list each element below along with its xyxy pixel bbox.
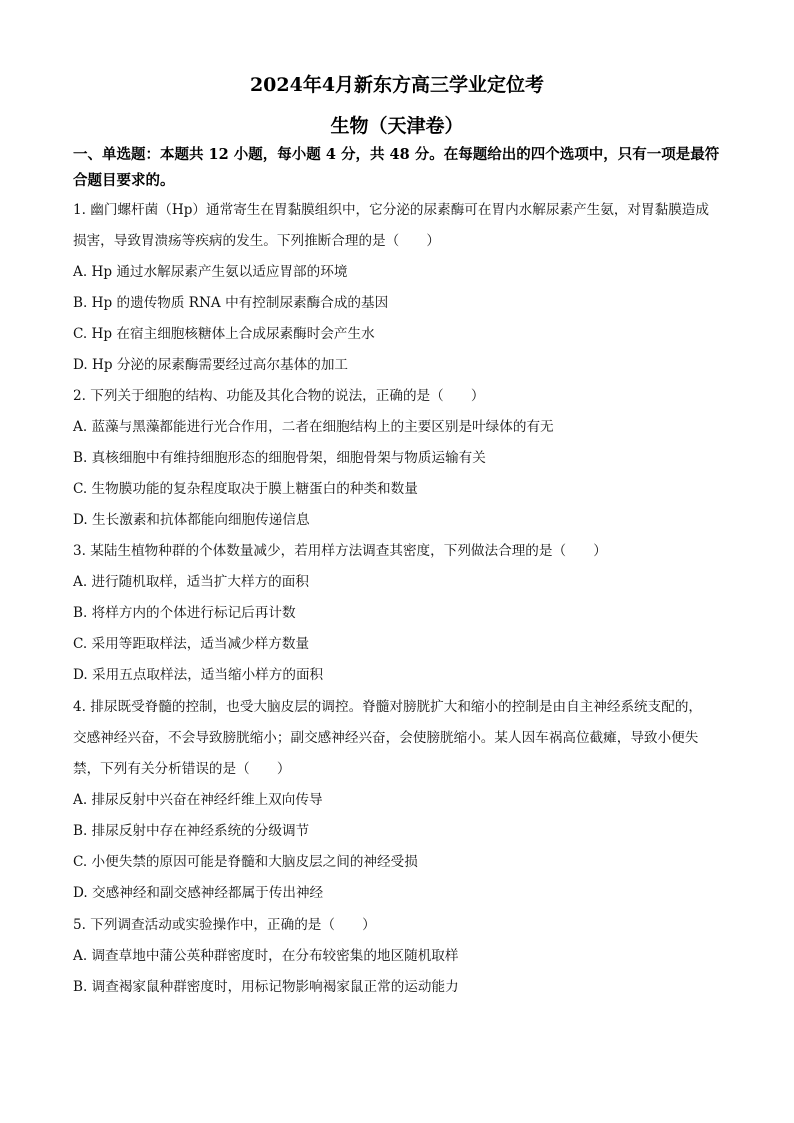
question-1-option-b: B. Hp 的遗传物质 RNA 中有控制尿素酶合成的基因 bbox=[73, 295, 389, 311]
question-4-option-d: D. 交感神经和副交感神经都属于传出神经 bbox=[73, 885, 324, 901]
exam-title: 2024年4月新东方高三学业定位考 bbox=[249, 74, 545, 96]
question-5-option-b: B. 调查褐家鼠种群密度时，用标记物影响褐家鼠正常的运动能力 bbox=[73, 979, 459, 995]
question-4-stem-line-3: 禁，下列有关分析错误的是（ ） bbox=[73, 761, 291, 777]
question-5-option-a: A. 调查草地中蒲公英种群密度时，在分布较密集的地区随机取样 bbox=[73, 948, 459, 964]
question-3-option-b: B. 将样方内的个体进行标记后再计数 bbox=[73, 605, 296, 621]
question-1-stem-line-1: 1. 幽门螺杆菌（Hp）通常寄生在胃黏膜组织中，它分泌的尿素酶可在胃内水解尿素产生氨，对胃黏膜造成 bbox=[73, 202, 709, 218]
question-5-stem-line-1: 5. 下列调查活动或实验操作中，正确的是（ ） bbox=[73, 917, 376, 933]
question-3-stem-line-1: 3. 某陆生植物种群的个体数量减少，若用样方法调查其密度，下列做法合理的是（ ） bbox=[73, 543, 607, 559]
section-heading: 一、单选题：本题共 12 小题，每小题 4 分，共 48 分。在每题给出的四个选项中，只有一项是最符合题目要求的。 bbox=[73, 146, 720, 189]
question-3-option-d: D. 采用五点取样法，适当缩小样方的面积 bbox=[73, 667, 324, 683]
question-3-option-c: C. 采用等距取样法，适当减少样方数量 bbox=[73, 636, 310, 652]
question-2-option-a: A. 蓝藻与黑藻都能进行光合作用，二者在细胞结构上的主要区别是叶绿体的有无 bbox=[73, 419, 554, 435]
question-4-stem-line-1: 4. 排尿既受脊髓的控制，也受大脑皮层的调控。脊髓对膀胱扩大和缩小的控制是由自主神经系统支配的， bbox=[73, 699, 703, 715]
question-2-stem-line-1: 2. 下列关于细胞的结构、功能及其化合物的说法，正确的是（ ） bbox=[73, 388, 485, 404]
question-1-stem-line-2: 损害，导致胃溃疡等疾病的发生。下列推断合理的是（ ） bbox=[73, 233, 441, 249]
question-4-option-a: A. 排尿反射中兴奋在神经纤维上双向传导 bbox=[73, 792, 323, 808]
question-1-option-c: C. Hp 在宿主细胞核糖体上合成尿素酶时会产生水 bbox=[73, 326, 375, 342]
question-4-option-b: B. 排尿反射中存在神经系统的分级调节 bbox=[73, 823, 310, 839]
question-1-option-a: A. Hp 通过水解尿素产生氨以适应胃部的环境 bbox=[73, 264, 348, 280]
question-4-stem-line-2: 交感神经兴奋，不会导致膀胱缩小；副交感神经兴奋，会使膀胱缩小。某人因车祸高位截瘫，导致小便失 bbox=[73, 730, 699, 746]
exam-subtitle: 生物（天津卷） bbox=[330, 115, 464, 137]
question-2-option-d: D. 生长激素和抗体都能向细胞传递信息 bbox=[73, 512, 310, 528]
question-4-option-c: C. 小便失禁的原因可能是脊髓和大脑皮层之间的神经受损 bbox=[73, 854, 418, 870]
question-3-option-a: A. 进行随机取样，适当扩大样方的面积 bbox=[73, 574, 309, 590]
question-2-option-b: B. 真核细胞中有维持细胞形态的细胞骨架，细胞骨架与物质运输有关 bbox=[73, 450, 486, 466]
question-2-option-c: C. 生物膜功能的复杂程度取决于膜上糖蛋白的种类和数量 bbox=[73, 481, 418, 497]
question-1-option-d: D. Hp 分泌的尿素酶需要经过高尔基体的加工 bbox=[73, 357, 349, 373]
